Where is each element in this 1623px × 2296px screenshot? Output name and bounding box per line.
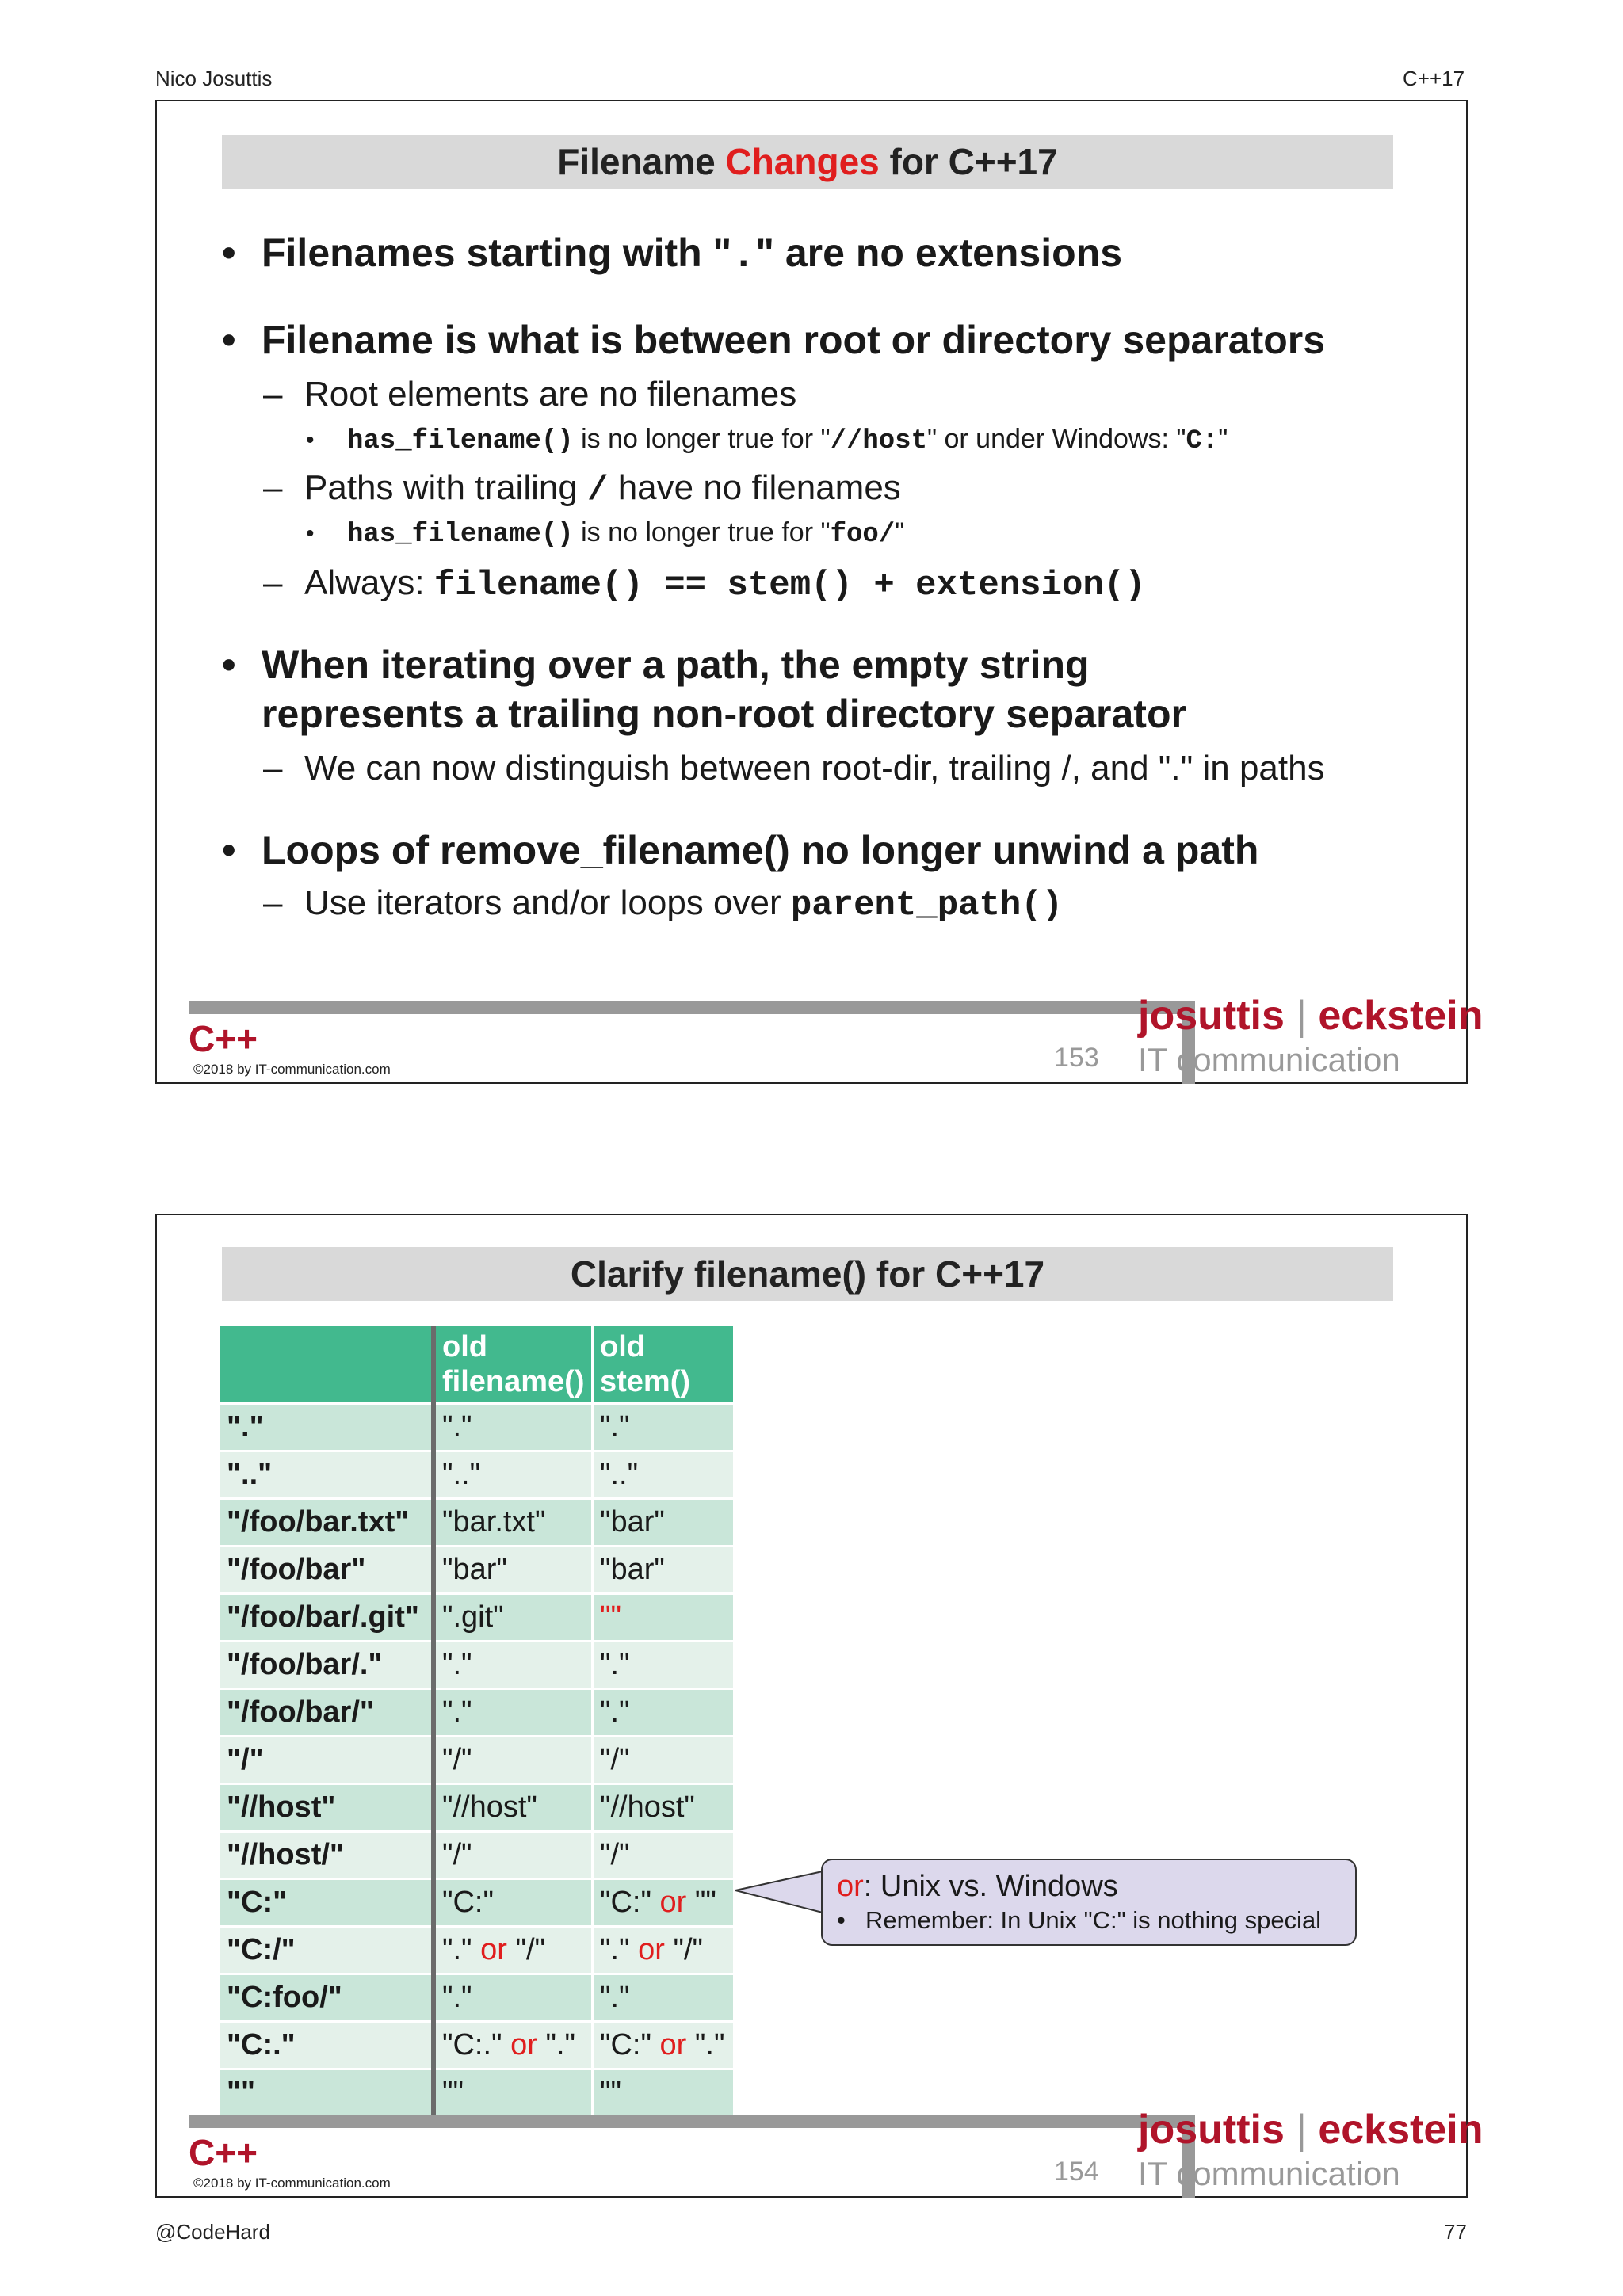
table-row <box>220 1689 733 1737</box>
table-cell: "" <box>433 2069 593 2116</box>
table-cell: "." <box>433 1689 593 1737</box>
logo-subtitle: IT communication <box>1138 1041 1400 1078</box>
table-cell: "C:" <box>433 1879 593 1927</box>
table-cell: "//host" <box>220 1784 433 1832</box>
callout-pointer <box>734 1863 826 1919</box>
table-cell: ".." <box>433 1451 593 1499</box>
table-header-row <box>220 1326 733 1404</box>
sub-always: – Always: filename() == stem() + extension() <box>263 563 1146 605</box>
table-cell: "C:." <box>220 2022 433 2069</box>
sub-root-elements: – Root elements are no filenames <box>263 375 797 414</box>
table-cell: ".git" <box>433 1594 593 1642</box>
table-cell: "/foo/bar/" <box>220 1689 433 1737</box>
logo-subtitle: IT communication <box>1138 2155 1400 2192</box>
table-row <box>220 1784 733 1832</box>
table-cell: "/foo/bar.txt" <box>220 1499 433 1547</box>
slide-page-number: 153 <box>1054 1043 1099 1073</box>
table-cell: "C:" or "." <box>593 2022 734 2069</box>
table-cell: "bar" <box>433 1547 593 1594</box>
table-cell: "bar.txt" <box>433 1499 593 1547</box>
table-cell: "/" <box>433 1832 593 1879</box>
table-cell: "." <box>593 1642 734 1689</box>
copyright: ©2018 by IT-communication.com <box>193 2176 391 2191</box>
subsub-has-filename-host: • has_filename() is no longer true for "//host" or under Windows: "C:" <box>306 424 1228 456</box>
table-row <box>220 1594 733 1642</box>
table-cell: "/" <box>593 1832 734 1879</box>
table-cell: "/" <box>220 1737 433 1784</box>
table-cell: "/foo/bar/.git" <box>220 1594 433 1642</box>
table-cell: "C:." or "." <box>433 2022 593 2069</box>
table-cell: "." <box>593 1404 734 1451</box>
table-cell: "." <box>220 1404 433 1451</box>
sub-iterators: – Use iterators and/or loops over parent_path() <box>263 883 1064 925</box>
callout-unix-windows <box>821 1859 1357 1946</box>
table-header-cell: old filename() <box>433 1326 593 1404</box>
table-cell: "bar" <box>593 1499 734 1547</box>
table-cell: "//host/" <box>220 1832 433 1879</box>
table-cell: "//host" <box>433 1784 593 1832</box>
table-cell: "." <box>593 1689 734 1737</box>
table-cell: "/foo/bar/." <box>220 1642 433 1689</box>
logo-josuttis-eckstein: josuttis | eckstein <box>1138 2107 1484 2153</box>
table-row <box>220 1832 733 1879</box>
sub-distinguish: – We can now distinguish between root-dir, trailing /, and "." in paths <box>263 749 1325 788</box>
footer-bar <box>189 1001 1195 1014</box>
table-cell: "." <box>433 1404 593 1451</box>
table-row <box>220 2069 733 2116</box>
page-header-author: Nico Josuttis <box>155 67 273 90</box>
table-cell: "." or "/" <box>593 1927 734 1974</box>
logo-josuttis-eckstein: josuttis | eckstein <box>1138 993 1484 1039</box>
table-row <box>220 1547 733 1594</box>
subsub-has-filename-foo: • has_filename() is no longer true for "foo/" <box>306 517 905 550</box>
table-cell: "." or "/" <box>433 1927 593 1974</box>
table-row <box>220 1927 733 1974</box>
table-cell: ".." <box>220 1451 433 1499</box>
table-row <box>220 1879 733 1927</box>
table-row <box>220 1404 733 1451</box>
table-cell: "." <box>433 1974 593 2022</box>
slide-page-number: 154 <box>1054 2157 1099 2187</box>
table-row <box>220 1642 733 1689</box>
copyright: ©2018 by IT-communication.com <box>193 1062 391 1077</box>
table-cell: "C:" or "" <box>593 1879 734 1927</box>
page-footer-page: 77 <box>1444 2220 1467 2244</box>
sub-trailing-slash: – Paths with trailing / have no filenames <box>263 468 901 510</box>
table-row <box>220 1499 733 1547</box>
table-cell: "C:foo/" <box>220 1974 433 2022</box>
table-cell: "." <box>593 1974 734 2022</box>
table-cell: "/" <box>433 1737 593 1784</box>
callout-line1: or: Unix vs. Windows <box>837 1870 1118 1903</box>
table-header-cell: old stem() <box>593 1326 734 1404</box>
table-cell: "C:/" <box>220 1927 433 1974</box>
page-footer-left: @CodeHard <box>155 2220 270 2244</box>
table-row <box>220 2022 733 2069</box>
slide-title: Filename Changes for C++17 <box>222 135 1393 189</box>
callout-line2: • Remember: In Unix "C:" is nothing special <box>837 1906 1322 1934</box>
table-cell: "" <box>593 1594 734 1642</box>
slide-154 <box>155 1214 1484 2198</box>
table-cell: "bar" <box>593 1547 734 1594</box>
table-row <box>220 1974 733 2022</box>
footer-bar <box>189 2115 1195 2128</box>
table-cell: "." <box>433 1642 593 1689</box>
table-cell: "C:" <box>220 1879 433 1927</box>
table-cell: "/" <box>593 1737 734 1784</box>
table-header-cell <box>220 1326 433 1404</box>
page-header-topic: C++17 <box>1403 67 1465 90</box>
table-cell: "//host" <box>593 1784 734 1832</box>
table-row <box>220 1451 733 1499</box>
table-cell: ".." <box>593 1451 734 1499</box>
filename-table <box>220 1326 733 2115</box>
cpp-label: C++ <box>189 1018 258 1059</box>
cpp-label: C++ <box>189 2132 258 2173</box>
slide-153: Filename Changes for C++17 • Filenames starting with "." are no extensions • Filename is what is between root or directory separators – Root elements are no filenames • has_filename() is no longer true for "//host" or under Windows: "C:" – Paths with trailing / have no filenames • has_filename() is no longer true for "foo/" – Always: filename() == stem() + extension() • When iterating over a path, the empty string represents a trailing non-root directory separator – We can now distinguish between root-dir, trailing /, and "." in paths • Loops of remove_filename() no longer unwind a path – Use iterators and/or loops over parent_path() C++ ©2018 by IT-communication.com 153 josuttis | eckstein IT communication <box>155 100 1468 1084</box>
table-cell: "" <box>593 2069 734 2116</box>
table-cell: "" <box>220 2069 433 2116</box>
slide-title: Clarify filename() for C++17 <box>222 1247 1393 1301</box>
table-row <box>220 1737 733 1784</box>
table-cell: "/foo/bar" <box>220 1547 433 1594</box>
